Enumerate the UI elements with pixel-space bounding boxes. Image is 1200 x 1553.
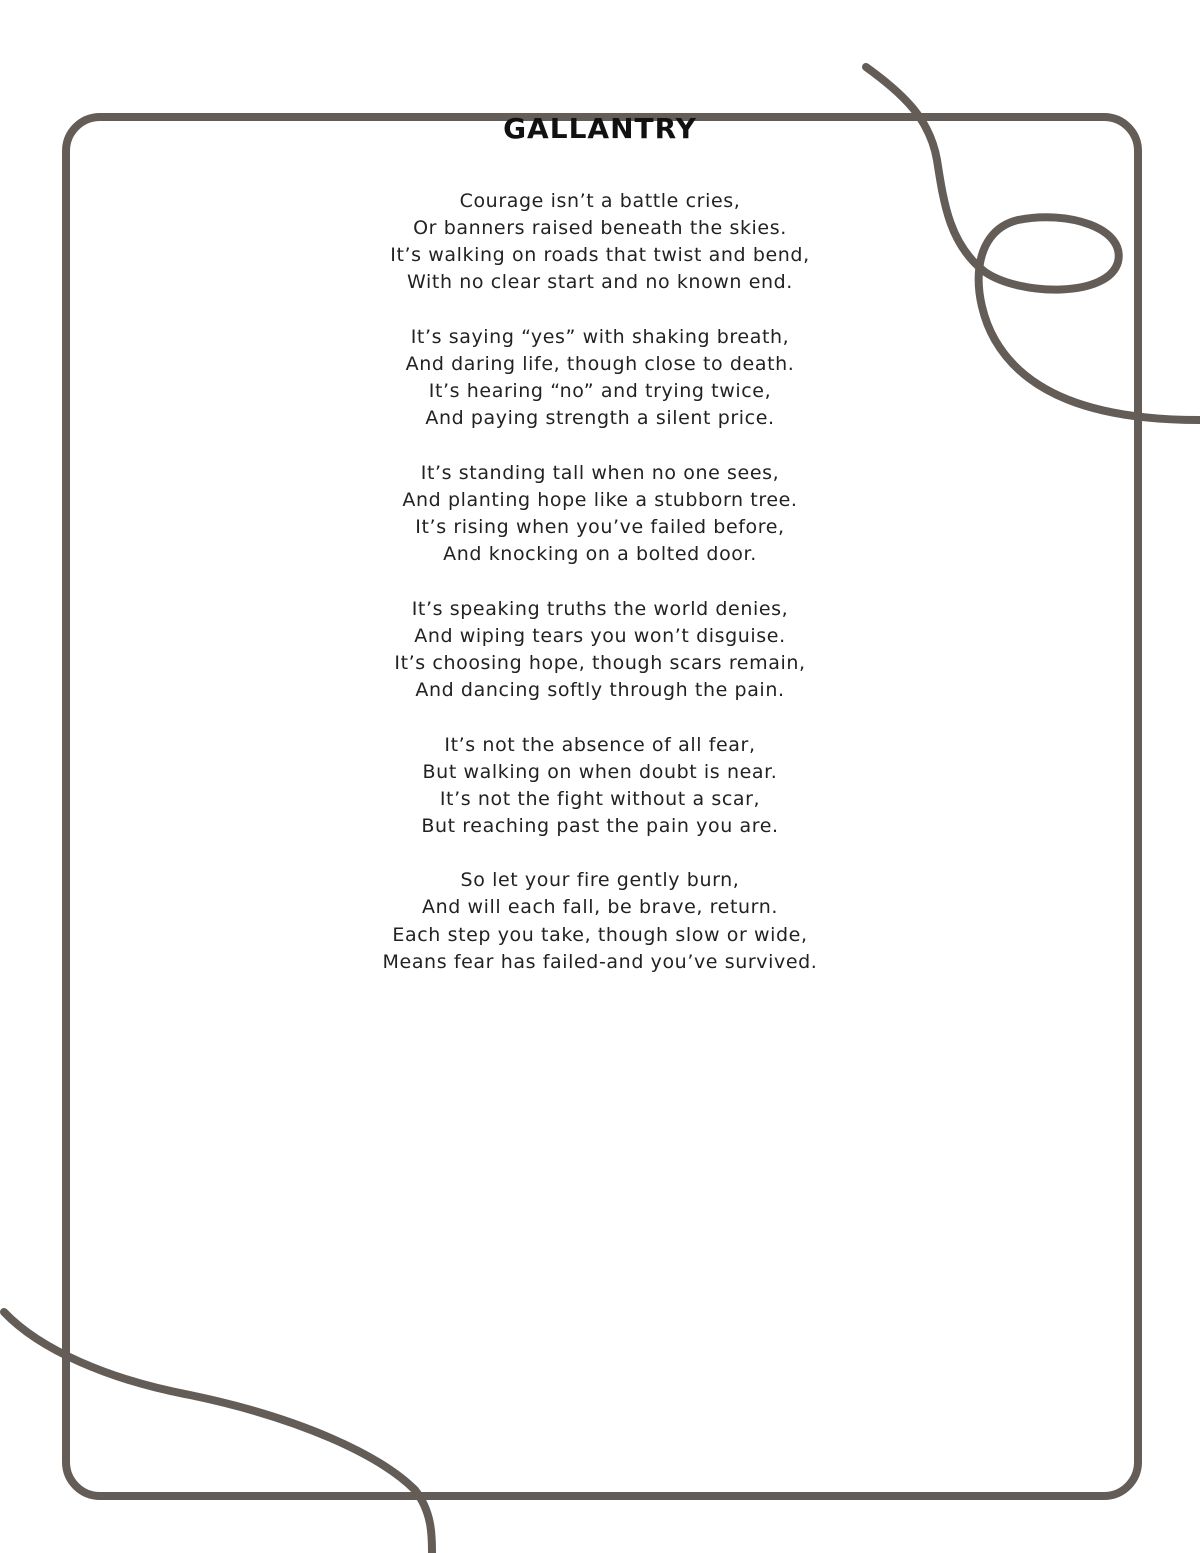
poem-line: But walking on when doubt is near. [422,760,778,783]
poem-line: It’s standing tall when no one sees, [420,461,780,484]
stanza-4 [0,596,1200,704]
poem-line: And daring life, though close to death. [405,352,795,375]
poem-line: It’s hearing “no” and trying twice, [428,380,772,403]
poem-line: But reaching past the pain you are. [421,814,779,837]
poem-line: With no clear start and no known end. [407,271,793,294]
stanza-1 [0,188,1200,296]
stanza-2 [0,324,1200,432]
poem-body [0,188,1200,1003]
stanza-3 [0,460,1200,568]
poem-line: Or banners raised beneath the skies. [413,217,787,240]
poem-line: Means fear has failed-and you’ve survived. [382,950,818,973]
poem-line: It’s choosing hope, though scars remain, [394,651,806,674]
stanza-6 [0,867,1200,975]
poem-line: And planting hope like a stubborn tree. [402,488,798,511]
poem-line: And paying strength a silent price. [425,407,775,430]
poem-line: Each step you take, though slow or wide, [392,923,808,946]
poem-line: It’s rising when you’ve failed before, [415,515,785,538]
poem-line: It’s speaking truths the world denies, [411,597,789,620]
poem-line: Courage isn’t a battle cries, [459,190,741,212]
poem-line: It’s not the fight without a scar, [439,787,761,810]
poem-line: And will each fall, be brave, return. [421,896,779,919]
stanza-5 [0,732,1200,840]
poem-title: GALLANTRY [503,112,697,145]
poem-line: And dancing softly through the pain. [415,678,785,701]
poem-line: So let your fire gently burn, [460,869,740,892]
poem-line: It’s walking on roads that twist and bend, [390,244,810,267]
poem-line: And knocking on a bolted door. [443,543,757,566]
poem-line: And wiping tears you won’t disguise. [414,624,786,647]
poem-line: It’s saying “yes” with shaking breath, [410,325,790,348]
poem-line: It’s not the absence of all fear, [444,733,756,756]
